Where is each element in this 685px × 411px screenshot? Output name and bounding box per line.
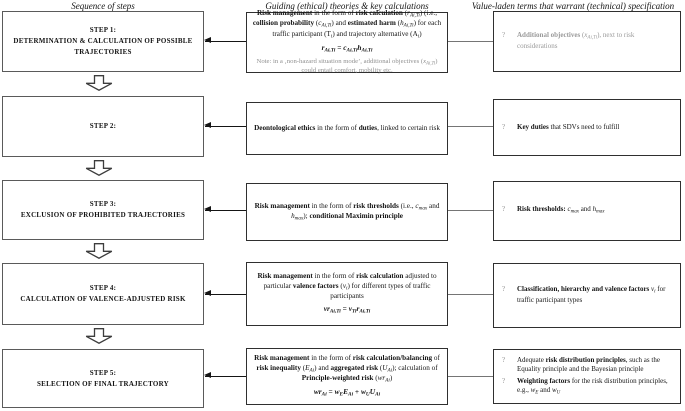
theory-2-body: Deontological ethics in the form of duties, linked to certain risk [254,123,440,132]
step-5-box [2,349,204,408]
step-3-subtitle: EXCLUSION OF PROHIBITED TRAJECTORIES [20,211,186,219]
step-1-title: STEP 1: [89,26,117,35]
question-mark-marker: ? [502,205,506,214]
arrow-theory1-to-step1 [205,41,246,42]
theory-5-formula: $wr_{Ai} = w_EE_{Ai} + w_UU_{Ai}$ [313,387,381,398]
question-mark-marker: ? [502,355,506,364]
terms-box-4 [493,263,681,328]
theory-1-body: Risk management in the form of risk calculation $(r_{Ai,Ti})$ (i.e., collision probability $(c_{Ai,Ti})$ and estimated harm $(h_{Ai,Ti})$ for each traffic participant $(T_i)$ and trajectory alternative $(A_i)$ [252,9,442,40]
step-5-title: STEP 5: [89,368,117,377]
step-1-box [2,11,204,72]
question-mark-marker: ? [502,377,506,386]
arrow-theory3-to-step3 [205,210,246,211]
term-text: Adequate risk distribution principles, such as the Equality principle and the Bayesian principle [517,355,660,373]
step-4-box [2,263,204,325]
theory-box-3 [246,183,448,241]
step-4-title: STEP 4: [89,284,117,293]
down-arrow-icon [85,160,113,176]
theory-box-5 [246,348,448,405]
term-item [500,31,674,51]
term-item [500,123,674,132]
term-item [500,205,674,216]
step-2-title: STEP 2: [89,122,117,131]
left-arrowhead-icon [204,37,211,43]
left-arrowhead-icon [204,372,211,378]
arrow-theory2-to-step2 [205,126,246,127]
question-mark-marker: ? [502,31,506,40]
arrow-theory5-to-step5 [205,376,246,377]
theory-3-body: Risk management in the form of risk thresholds (i.e., $c_{max}$ and $h_{max}$); conditional Maximin principle [254,201,440,222]
column-header-theories: Guiding (ethical) theories & key calculations [265,1,429,11]
left-arrowhead-icon [204,290,211,296]
line-terms2-to-theory2 [448,126,493,127]
step-3-box [2,180,204,240]
step-2-box [2,96,204,157]
step-3-title: STEP 3: [89,200,117,209]
theory-box-4 [246,262,448,326]
step-1-subtitle: DETERMINATION & CALCULATION OF POSSIBLE TRAJECTORIES [13,37,193,56]
column-header-terms: Value-laden terms that warrant (technical) specification [471,1,675,11]
terms-box-1 [493,11,681,72]
left-arrowhead-icon [204,206,211,212]
terms-box-3 [493,181,681,241]
theory-4-formula: $vr_{Ai,Ti} = v_{Ti}r_{Ai,Ti}$ [323,304,371,315]
term-text: Key duties that SDVs need to fulfill [517,122,620,131]
line-terms4-to-theory4 [448,294,493,295]
line-terms3-to-theory3 [448,210,493,211]
step-4-subtitle: CALCULATION OF VALENCE-ADJUSTED RISK [20,295,186,303]
term-text: Risk thresholds: $c_{max}$ and $h_{max}$ [517,205,605,215]
term-item [500,356,674,374]
question-mark-marker: ? [502,285,506,294]
line-terms1-to-theory1 [448,41,493,42]
down-arrow-icon [85,328,113,344]
line-terms5-to-theory5 [448,376,493,377]
theory-box-1 [246,9,448,75]
column-header-sequence: Sequence of steps [71,1,135,11]
theory-1-formula: $r_{Ai,Ti} = c_{Ai,Ti}h_{Ai,Ti}$ [321,43,373,54]
term-text: Weighting factors for the risk distribution principles, e.g., $w_E$ and $w_U$ [517,377,668,396]
term-item [500,285,674,305]
left-arrowhead-icon [204,122,211,128]
step-5-subtitle: SELECTION OF FINAL TRAJECTORY [37,379,169,388]
terms-box-5 [493,349,681,404]
down-arrow-icon [85,243,113,259]
theory-5-body: Risk management in the form of risk calculation/balancing of risk inequality $(E_{Ai})$ and aggregated risk $(U_{Ai})$; calculation of Principle-weighted risk $(wr_{Ai})$ [254,354,440,384]
theory-4-body: Risk management in the form of risk calculation adjusted to particular valence factors $(v_i)$ for different types of traffic participants [257,272,437,300]
term-text: Additional objectives $(x_{Ai,Ti})$, next to risk considerations [517,31,635,51]
term-item [500,377,674,397]
terms-box-2 [493,99,681,156]
theory-1-note: Note: in a ‚non-hazard situation mode’, additional objectives $(x_{Ai,Ti})$ could entail comfort, mobility etc. [256,57,438,75]
arrow-theory4-to-step4 [205,294,246,295]
question-mark-marker: ? [502,122,506,131]
term-text: Classification, hierarchy and valence factors $v_i$ for traffic participant types [517,285,666,305]
theory-box-2 [246,102,448,155]
down-arrow-icon [85,75,113,91]
